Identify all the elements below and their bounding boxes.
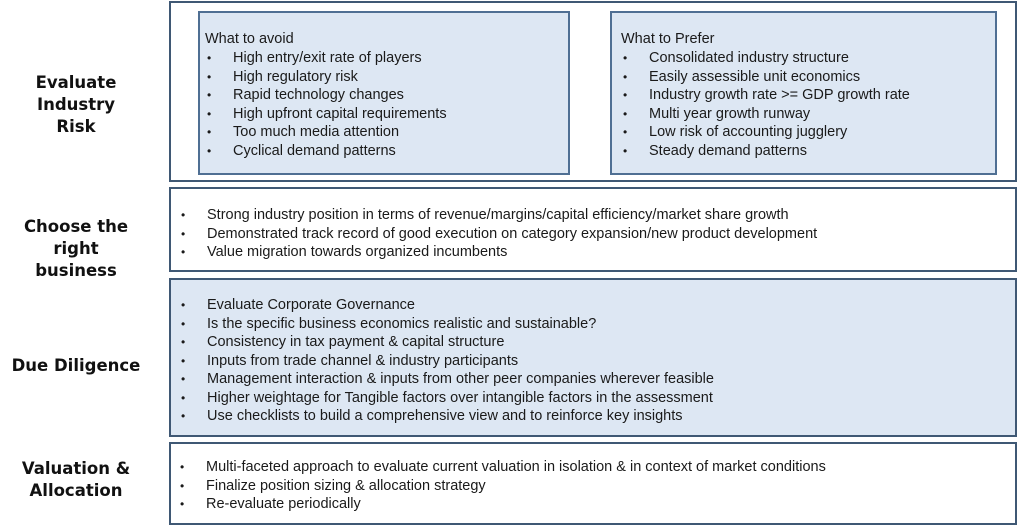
avoid-panel [198, 11, 570, 175]
stage-box-right-business [169, 187, 1017, 272]
stage-label-right-business [0, 216, 152, 282]
due-diligence-list [207, 296, 714, 426]
stage-label-valuation [0, 458, 152, 502]
stage-label-text: Evaluate Industry Risk [35, 73, 117, 136]
list-item: • Consistency in tax payment & capital structure [207, 333, 714, 352]
list-item: • Multi year growth runway [649, 105, 910, 124]
list-item: • Cyclical demand patterns [233, 142, 447, 161]
list-item: • Demonstrated track record of good execution on category expansion/new product development [207, 225, 817, 244]
avoid-list [233, 49, 447, 160]
list-item: • Low risk of accounting jugglery [649, 123, 910, 142]
stage-box-due-diligence [169, 278, 1017, 437]
stage-label-text: Due Diligence [11, 356, 141, 375]
stage-box-valuation [169, 442, 1017, 525]
list-item: • Inputs from trade channel & industry participants [207, 352, 714, 371]
stage-label-text: Valuation & Allocation [21, 459, 131, 500]
stage-label-industry-risk [0, 72, 152, 138]
list-item: • Multi-faceted approach to evaluate current valuation in isolation & in context of market conditions [206, 458, 826, 477]
list-item: • Rapid technology changes [233, 86, 447, 105]
list-item: • Too much media attention [233, 123, 447, 142]
list-item: • Easily assessible unit economics [649, 68, 910, 87]
stage-label-text: Choose the right business [23, 217, 129, 280]
list-item: • Is the specific business economics realistic and sustainable? [207, 315, 714, 334]
list-item: • High regulatory risk [233, 68, 447, 87]
prefer-heading: What to Prefer [621, 31, 715, 47]
list-item: • Use checklists to build a comprehensive view and to reinforce key insights [207, 407, 714, 426]
list-item: • Strong industry position in terms of revenue/margins/capital efficiency/market share growth [207, 206, 817, 225]
list-item: • Re-evaluate periodically [206, 495, 826, 514]
stage-label-due-diligence [0, 355, 152, 377]
list-item: • Industry growth rate >= GDP growth rate [649, 86, 910, 105]
prefer-list [649, 49, 910, 160]
list-item: • Evaluate Corporate Governance [207, 296, 714, 315]
list-item: • Consolidated industry structure [649, 49, 910, 68]
list-item: • Value migration towards organized incumbents [207, 243, 817, 262]
avoid-heading: What to avoid [205, 31, 294, 47]
list-item: • Steady demand patterns [649, 142, 910, 161]
list-item: • High upfront capital requirements [233, 105, 447, 124]
list-item: • Finalize position sizing & allocation strategy [206, 477, 826, 496]
stage-box-industry-risk [169, 1, 1017, 182]
list-item: • Higher weightage for Tangible factors over intangible factors in the assessment [207, 389, 714, 408]
prefer-panel [610, 11, 997, 175]
list-item: • High entry/exit rate of players [233, 49, 447, 68]
list-item: • Management interaction & inputs from other peer companies wherever feasible [207, 370, 714, 389]
valuation-list [206, 458, 826, 514]
right-business-list [207, 206, 817, 262]
